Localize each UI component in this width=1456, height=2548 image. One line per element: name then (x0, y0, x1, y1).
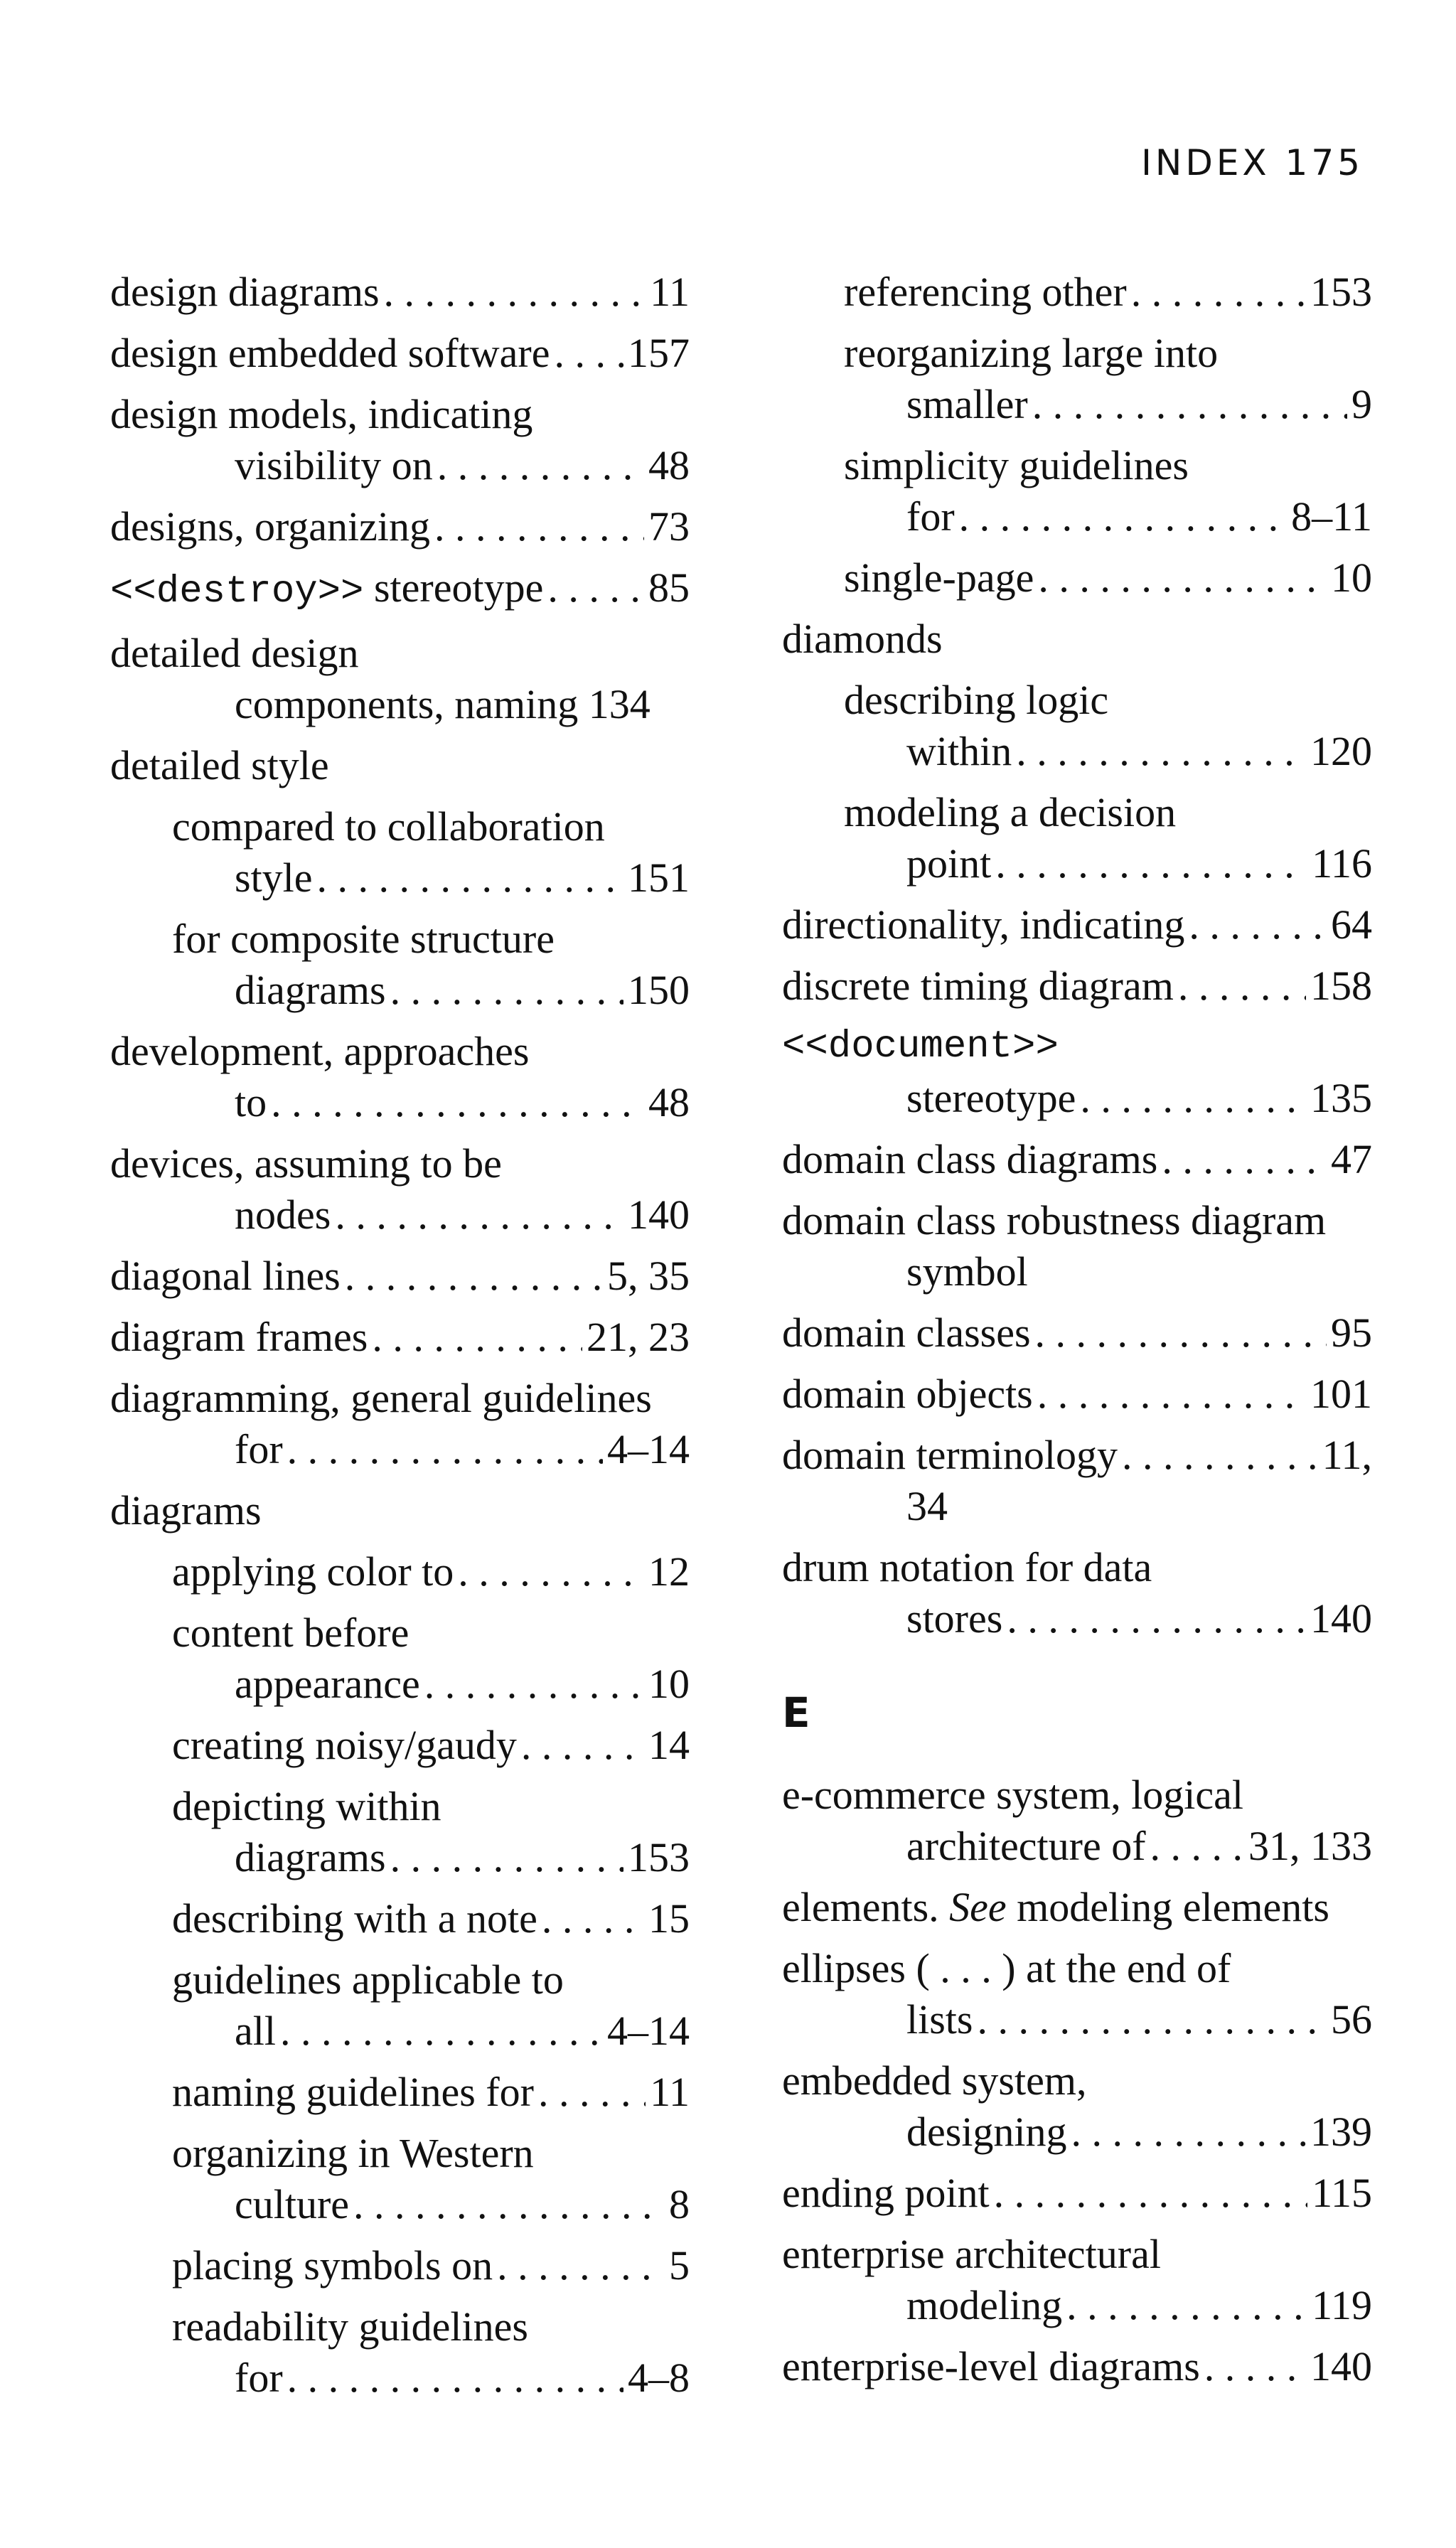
leader-dots (335, 1189, 623, 1241)
leader-dots (353, 2179, 665, 2230)
entry-term-continued: within (906, 728, 1012, 774)
entry-term: for composite structure (172, 916, 555, 962)
entry-term: organizing in Western (172, 2130, 534, 2176)
page-ref: 139 (1310, 2109, 1372, 2155)
entry-term: directionality, indicating (782, 901, 1185, 948)
entry-term: designs, organizing (110, 503, 430, 550)
index-entry (782, 2055, 1372, 2158)
page-ref: 47 (1331, 1136, 1372, 1182)
page-ref: 157 (628, 330, 690, 376)
index-subentry (172, 2128, 690, 2230)
entry-term: naming guidelines for (172, 2069, 535, 2115)
page-ref: 8–11 (1291, 493, 1372, 540)
index-entry (782, 899, 1372, 951)
entry-term: design embedded software (110, 330, 550, 376)
page-ref: 101 (1310, 1371, 1372, 1417)
page-ref-continued: 34 (906, 1483, 948, 1529)
index-subentry (172, 1546, 690, 1597)
entry-term-continued: appearance (235, 1661, 420, 1707)
entry-term: embedded system, (782, 2057, 1087, 2104)
entry-term-continued: for (235, 2355, 283, 2401)
leader-dots (1035, 1307, 1327, 1359)
leader-dots (1038, 552, 1327, 604)
index-subentry (172, 801, 690, 904)
page-ref: 120 (1310, 728, 1372, 774)
page-ref: 5 (669, 2242, 690, 2289)
entry-term-continued: stereotype (906, 1075, 1076, 1121)
entry-term-continued: visibility on (235, 442, 433, 488)
index-entry (110, 1312, 690, 1363)
page-ref: 21, 23 (587, 1314, 690, 1360)
page-ref: 5, 35 (607, 1253, 690, 1299)
cross-reference: modeling elements (1006, 1884, 1329, 1930)
index-subentry (172, 1607, 690, 1710)
page-ref: 31, 133 (1248, 1823, 1372, 1869)
page-ref: 116 (1312, 840, 1372, 887)
leader-dots (538, 2067, 646, 2118)
leader-dots (390, 965, 623, 1016)
index-entry (782, 1542, 1372, 1644)
leader-dots (521, 1720, 644, 1771)
entry-term-continued: culture (235, 2181, 350, 2227)
page-ref: 11, (1322, 1432, 1372, 1478)
index-subentry (844, 675, 1372, 777)
index-subentry (844, 267, 1372, 318)
page-ref: 56 (1331, 1996, 1372, 2043)
leader-dots (959, 491, 1288, 542)
index-entry (110, 628, 690, 730)
index-subentry (172, 914, 690, 1016)
index-entry (110, 740, 690, 791)
page-ref: 48 (648, 1079, 690, 1125)
entry-term: describing with a note (172, 1895, 537, 1942)
index-subentry (172, 2067, 690, 2118)
see-reference: See (949, 1884, 1007, 1930)
entry-term: describing logic (844, 677, 1109, 723)
entry-term-continued: all (235, 2008, 276, 2054)
entry-term: diagram frames (110, 1314, 368, 1360)
page-ref: 4–14 (607, 2008, 690, 2054)
index-subentry (172, 1954, 690, 2057)
index-entry (110, 1251, 690, 1302)
entry-term: stereotype (363, 564, 544, 611)
entry-term: simplicity guidelines (844, 442, 1189, 488)
index-entry (110, 328, 690, 379)
entry-term: domain classes (782, 1310, 1031, 1356)
index-entry (782, 1943, 1372, 2045)
leader-dots (280, 2006, 603, 2057)
entry-term: elements. (782, 1884, 950, 1930)
leader-dots (994, 2168, 1308, 2219)
entry-term-continued: smaller (906, 381, 1028, 427)
index-entry (110, 562, 690, 618)
index-entry (110, 389, 690, 491)
index-entry (782, 960, 1372, 1012)
page-ref: 153 (1310, 269, 1372, 315)
index-subentry (172, 1781, 690, 1883)
index-entry (782, 614, 1372, 665)
leader-dots (542, 1893, 644, 1944)
entry-term: ending point (782, 2170, 990, 2216)
entry-term: diagonal lines (110, 1253, 341, 1299)
entry-term: readability guidelines (172, 2303, 528, 2350)
entry-term: drum notation for data (782, 1544, 1152, 1590)
entry-term-continued: to (235, 1079, 267, 1125)
entry-term: domain objects (782, 1371, 1033, 1417)
entry-term-continued: architecture of (906, 1823, 1146, 1869)
index-subentry (172, 1720, 690, 1771)
index-entry (110, 1485, 690, 1536)
page-ref: 119 (1312, 2282, 1372, 2328)
leader-dots (384, 267, 646, 318)
page-ref: 140 (1310, 2343, 1372, 2389)
entry-term: detailed style (110, 742, 329, 788)
entry-term: modeling a decision (844, 789, 1177, 835)
entry-term: diagrams (110, 1487, 262, 1533)
page-ref: 135 (1310, 1075, 1372, 1121)
leader-dots (1189, 899, 1327, 951)
page-ref: 95 (1331, 1310, 1372, 1356)
page-ref: 4–8 (628, 2355, 690, 2401)
page-ref: 15 (648, 1895, 690, 1942)
leader-dots (437, 440, 644, 491)
leader-dots (1080, 1073, 1306, 1124)
entry-term: ellipses ( . . . ) at the end of (782, 1945, 1231, 1991)
index-entry (110, 267, 690, 318)
page-ref: 14 (648, 1722, 690, 1768)
index-entry (110, 501, 690, 552)
index-entry (782, 1022, 1372, 1124)
leader-dots (424, 1659, 644, 1710)
index-entry (110, 1138, 690, 1241)
leader-dots (554, 328, 623, 379)
page-ref: 10 (648, 1661, 690, 1707)
leader-dots (1178, 960, 1306, 1012)
leader-dots (547, 562, 644, 614)
leader-dots (372, 1312, 582, 1363)
page-ref: 11 (650, 269, 690, 315)
page-ref: 64 (1331, 901, 1372, 948)
leader-dots (1016, 726, 1306, 777)
entry-term-continued: style (235, 855, 313, 901)
entry-term: diagramming, general guidelines (110, 1375, 652, 1421)
entry-term-continued: for (906, 493, 955, 540)
entry-term: detailed design (110, 630, 359, 676)
index-entry (782, 1882, 1372, 1933)
leader-dots (1037, 1369, 1306, 1420)
page-ref: 151 (628, 855, 690, 901)
index-column-right (782, 267, 1372, 2402)
page-ref: 158 (1310, 963, 1372, 1009)
page-ref: 150 (628, 967, 690, 1013)
entry-term: discrete timing diagram (782, 963, 1174, 1009)
leader-dots (1150, 1821, 1244, 1872)
code-term: <<destroy>> (110, 570, 364, 614)
index-subentry (844, 552, 1372, 604)
index-entry (782, 2229, 1372, 2331)
leader-dots (271, 1077, 644, 1128)
leader-dots (1071, 2107, 1306, 2158)
entry-term: diamonds (782, 616, 943, 662)
index-entry (782, 1307, 1372, 1359)
entry-term: design models, indicating (110, 391, 533, 437)
leader-dots (1122, 1430, 1318, 1481)
entry-term-continued: stores (906, 1595, 1003, 1642)
page-ref: 4–14 (607, 1426, 690, 1472)
entry-term: applying color to (172, 1548, 454, 1595)
entry-term: domain class diagrams (782, 1136, 1158, 1182)
page-ref: 85 (648, 564, 690, 611)
entry-term-continued: designing (906, 2109, 1067, 2155)
entry-term-continued: diagrams (235, 1834, 386, 1880)
page-ref: 9 (1351, 381, 1372, 427)
entry-term: development, approaches (110, 1028, 530, 1074)
entry-term-continued: symbol (906, 1248, 1028, 1295)
leader-dots (345, 1251, 603, 1302)
page-ref: 8 (669, 2181, 690, 2227)
index-entry (782, 2341, 1372, 2392)
index-entry (782, 1770, 1372, 1872)
entry-term: design diagrams (110, 269, 380, 315)
index-entry (782, 1430, 1372, 1532)
index-subentry (844, 440, 1372, 542)
index-entry (782, 1134, 1372, 1185)
page-ref: 140 (628, 1192, 690, 1238)
leader-dots (317, 852, 623, 904)
entry-term: single-page (844, 555, 1034, 601)
index-subentry (172, 1893, 690, 1944)
leader-dots (287, 2352, 623, 2404)
leader-dots (1066, 2280, 1307, 2331)
leader-dots (1131, 267, 1306, 318)
entry-term: placing symbols on (172, 2242, 493, 2289)
leader-dots (1007, 1593, 1306, 1644)
index-subentry (844, 328, 1372, 430)
entry-term-continued: point (906, 840, 992, 887)
index-subentry (172, 2301, 690, 2404)
entry-term: devices, assuming to be (110, 1140, 502, 1187)
entry-term: enterprise architectural (782, 2231, 1161, 2277)
entry-term-continued: diagrams (235, 967, 386, 1013)
leader-dots (458, 1546, 644, 1597)
leader-dots (1032, 379, 1347, 430)
page-ref: 10 (1331, 555, 1372, 601)
index-subentry (844, 787, 1372, 889)
index-entry (782, 1369, 1372, 1420)
leader-dots (995, 838, 1307, 889)
entry-term: e-commerce system, logical (782, 1772, 1244, 1818)
index-entry (782, 1195, 1372, 1297)
index-entry (110, 1373, 690, 1475)
page-ref: 48 (648, 442, 690, 488)
leader-dots (1204, 2341, 1306, 2392)
page-ref: 115 (1312, 2170, 1372, 2216)
entry-term-continued: nodes (235, 1192, 331, 1238)
leader-dots (434, 501, 644, 552)
entry-term: domain class robustness diagram (782, 1197, 1327, 1243)
entry-term-continued: components, naming 134 (235, 681, 651, 727)
page-ref: 140 (1310, 1595, 1372, 1642)
entry-term: creating noisy/gaudy (172, 1722, 517, 1768)
page-ref: 153 (628, 1834, 690, 1880)
page-ref: 11 (650, 2069, 690, 2115)
entry-term-continued: modeling (906, 2282, 1063, 2328)
leader-dots (1162, 1134, 1327, 1185)
leader-dots (390, 1832, 623, 1883)
index-column-left (110, 267, 690, 2414)
running-head: INDEX 175 (1141, 142, 1364, 183)
page-ref: 12 (648, 1548, 690, 1595)
entry-term: reorganizing large into (844, 330, 1219, 376)
leader-dots (287, 1424, 603, 1475)
leader-dots (497, 2240, 665, 2291)
section-letter: E (782, 1688, 810, 1737)
entry-term: content before (172, 1610, 410, 1656)
page-ref: 73 (648, 503, 690, 550)
entry-term: depicting within (172, 1783, 441, 1829)
entry-term: domain terminology (782, 1432, 1118, 1478)
entry-term: compared to collaboration (172, 803, 605, 850)
entry-term: referencing other (844, 269, 1127, 315)
index-entry (782, 2168, 1372, 2219)
leader-dots (978, 1994, 1327, 2045)
entry-term-continued: for (235, 1426, 283, 1472)
code-term: <<document>> (782, 1025, 1059, 1069)
index-entry (110, 1026, 690, 1128)
entry-term: guidelines applicable to (172, 1956, 564, 2003)
entry-term-continued: lists (906, 1996, 973, 2043)
index-subentry (172, 2240, 690, 2291)
entry-term: enterprise-level diagrams (782, 2343, 1200, 2389)
